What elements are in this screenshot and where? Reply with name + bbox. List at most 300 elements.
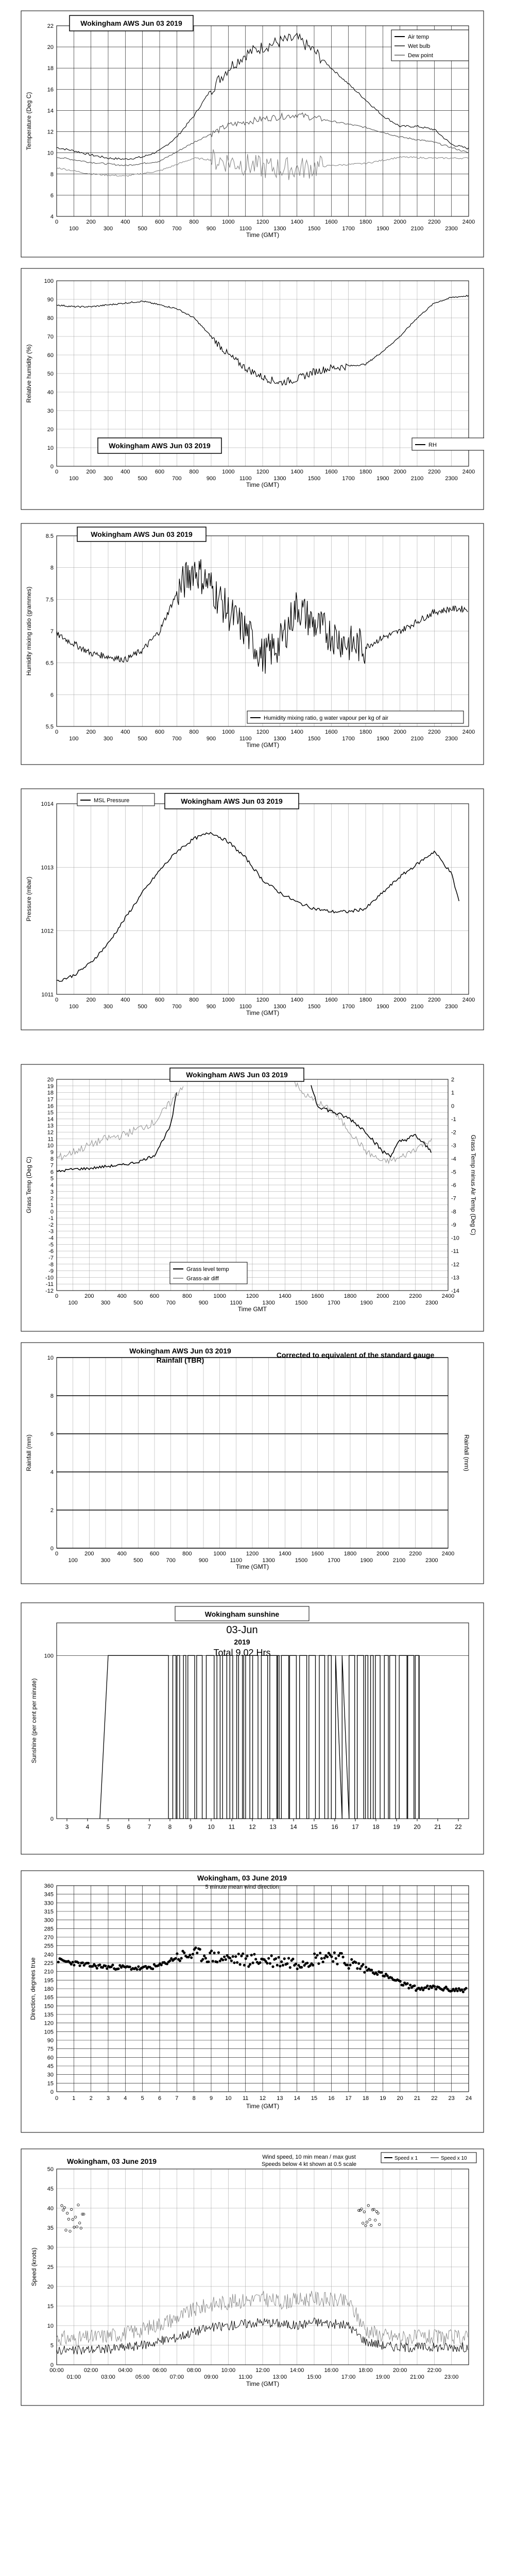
y-tick-label: 6 — [50, 1169, 54, 1176]
y-tick-label: 0 — [50, 464, 54, 470]
x-tick-label: 1000 — [222, 219, 235, 225]
y-tick-label: 6.5 — [45, 660, 54, 667]
x-tick-label: 2000 — [393, 469, 406, 475]
y-tick-label: -11 — [45, 1281, 54, 1288]
direction-point — [289, 1966, 291, 1969]
y-tick-label: 75 — [47, 2046, 54, 2053]
y-tick-label: 330 — [44, 1900, 54, 1907]
direction-point — [57, 1961, 60, 1963]
direction-point — [270, 1955, 273, 1957]
x-tick-label: 1800 — [344, 1551, 357, 1557]
x-tick-label: 600 — [154, 729, 165, 735]
direction-point — [349, 1964, 351, 1967]
y-tick-label: 60 — [47, 2055, 54, 2061]
grass-diff-line-b — [295, 1082, 432, 1163]
sunshine-trace — [100, 1655, 419, 1819]
x-tick-label: 18 — [372, 1823, 380, 1831]
y-tick-label: 4 — [50, 1182, 54, 1189]
direction-point — [370, 1969, 373, 1971]
y-tick-label: 255 — [44, 1943, 54, 1950]
y-tick-label: 90 — [47, 297, 54, 303]
chart-subtitle: Rainfall (TBR) — [156, 1356, 204, 1364]
y-tick-label: -7 — [48, 1255, 54, 1261]
x-tick-label: 1700 — [342, 226, 355, 232]
x-tick-label: 1800 — [359, 729, 372, 735]
direction-point — [246, 1955, 248, 1957]
y-tick-label: 18 — [47, 65, 54, 72]
direction-point — [254, 1958, 257, 1960]
x-tick-label: 20:00 — [392, 2367, 407, 2374]
x-tick-label: 9 — [209, 2095, 213, 2102]
x-tick-label: 1200 — [256, 219, 269, 225]
x-tick-label: 500 — [133, 1557, 143, 1564]
y-tick-label: 13 — [47, 1123, 54, 1129]
direction-point — [381, 1971, 383, 1974]
direction-point — [306, 1962, 308, 1964]
x-tick-label: 700 — [166, 1557, 176, 1564]
x-tick-label: 1100 — [230, 1557, 243, 1564]
y-tick-label: 105 — [44, 2029, 54, 2036]
x-axis-label: Time (GMT) — [235, 1563, 269, 1570]
x-tick-label: 15:00 — [307, 2374, 321, 2380]
y-tick-label: -8 — [48, 1261, 54, 1268]
y-tick-label: 15 — [47, 2303, 54, 2310]
direction-point — [312, 1964, 314, 1967]
x-tick-label: 1000 — [222, 469, 235, 475]
direction-point — [407, 1987, 410, 1989]
direction-point — [402, 1984, 404, 1987]
direction-point — [376, 1973, 379, 1976]
x-tick-label: 1800 — [344, 1293, 357, 1299]
y-tick-label: 5 — [50, 2343, 54, 2349]
x-tick-label: 500 — [133, 1300, 143, 1306]
direction-point — [81, 1961, 84, 1964]
y-tick-label: 0 — [50, 2089, 54, 2095]
y-tick-label: 15 — [47, 2080, 54, 2087]
direction-point — [175, 1957, 177, 1960]
y-tick-label: -5 — [48, 1242, 54, 1248]
x-tick-label: 23:00 — [444, 2374, 459, 2380]
x-tick-label: 11:00 — [238, 2374, 253, 2380]
direction-point — [259, 1961, 261, 1964]
grass-temp-chart — [21, 1064, 484, 1332]
x-tick-label: 3 — [65, 1823, 69, 1831]
x-tick-label: 100 — [69, 736, 79, 742]
y-tick-label: 80 — [47, 315, 54, 321]
x-tick-label: 1200 — [256, 729, 269, 735]
x-tick-label: 100 — [68, 1557, 78, 1564]
y-tick-label: 3 — [50, 1189, 54, 1195]
x-tick-label: 18:00 — [358, 2367, 373, 2374]
x-tick-label: 2300 — [445, 226, 458, 232]
y-tick-label: 1011 — [41, 992, 54, 998]
grass-diff-line-a — [57, 1087, 183, 1160]
x-tick-label: 1100 — [230, 1300, 243, 1306]
y-tick-label: 180 — [44, 1986, 54, 1992]
direction-point — [326, 1956, 329, 1958]
direction-point — [357, 1962, 360, 1965]
y-tick-label: 20 — [47, 427, 54, 433]
x-tick-label: 1600 — [325, 729, 338, 735]
x-tick-label: 2400 — [462, 469, 475, 475]
direction-point — [94, 1964, 97, 1967]
direction-point — [271, 1965, 274, 1968]
wind-speed-chart-panel — [21, 2148, 484, 2406]
direction-point — [317, 1962, 320, 1965]
x-tick-label: 2100 — [410, 476, 424, 482]
x-tick-label: 1000 — [213, 1551, 226, 1557]
x-tick-label: 1500 — [307, 1004, 321, 1010]
x-tick-label: 1500 — [295, 1557, 308, 1564]
x-tick-label: 2200 — [409, 1293, 422, 1299]
x-tick-label: 0 — [55, 469, 59, 475]
x-tick-label: 07:00 — [169, 2374, 184, 2380]
direction-point — [233, 1961, 235, 1964]
direction-point — [279, 1965, 281, 1968]
x-tick-label: 1900 — [360, 1300, 373, 1306]
low-speed-point — [61, 2205, 63, 2207]
x-tick-label: 900 — [198, 1300, 209, 1306]
low-speed-point — [370, 2224, 372, 2226]
x-axis-label: Time (GMT) — [246, 2103, 280, 2110]
x-tick-label: 300 — [100, 1300, 111, 1306]
direction-point — [240, 1955, 243, 1957]
x-tick-label: 14:00 — [289, 2367, 304, 2374]
direction-point — [435, 1988, 437, 1990]
direction-point — [229, 1957, 231, 1959]
x-tick-label: 19 — [380, 2095, 386, 2102]
x-axis-label: Time (GMT) — [246, 231, 280, 239]
x-tick-label: 600 — [154, 997, 165, 1003]
y-tick-label: 22 — [47, 23, 54, 29]
chart-year: 2019 — [234, 1638, 250, 1646]
legend-label: Air temp — [408, 34, 429, 40]
direction-point — [243, 1964, 246, 1967]
x-tick-label: 1300 — [273, 476, 286, 482]
x-tick-label: 300 — [103, 476, 113, 482]
y2-tick-label: -5 — [451, 1169, 456, 1176]
y-tick-label: 1012 — [41, 928, 54, 935]
x-tick-label: 2200 — [428, 469, 441, 475]
x-axis-label: Time (GMT) — [246, 1009, 280, 1016]
y2-tick-label: -9 — [451, 1222, 456, 1228]
x-tick-label: 1900 — [376, 736, 389, 742]
x-tick-label: 300 — [100, 1557, 111, 1564]
direction-point — [355, 1961, 357, 1964]
direction-point — [427, 1988, 430, 1990]
low-speed-point — [80, 2227, 82, 2229]
x-tick-label: 21 — [434, 1823, 441, 1831]
direction-point — [362, 1963, 364, 1965]
x-tick-label: 2100 — [392, 1557, 406, 1564]
x-tick-label: 7 — [175, 2095, 179, 2102]
x-axis-label: Time (GMT) — [246, 481, 280, 488]
x-tick-label: 700 — [166, 1300, 176, 1306]
direction-point — [117, 1968, 119, 1970]
low-speed-point — [63, 2207, 65, 2209]
x-tick-label: 300 — [103, 736, 113, 742]
chart-title: Wokingham AWS Jun 03 2019 — [91, 530, 193, 538]
x-tick-label: 2300 — [425, 1557, 438, 1564]
y2-tick-label: -11 — [451, 1248, 459, 1255]
y-tick-label: 5 — [50, 1176, 54, 1182]
direction-point — [111, 1963, 114, 1966]
legend-label: Grass-air diff — [186, 1276, 219, 1282]
legend-label: MSL Pressure — [94, 798, 130, 804]
sunshine-chart — [21, 1602, 484, 1855]
direction-point — [336, 1963, 338, 1965]
y-tick-label: 15 — [47, 1110, 54, 1116]
direction-point — [319, 1952, 321, 1954]
x-tick-label: 0 — [55, 997, 59, 1003]
x-tick-label: 6 — [158, 2095, 162, 2102]
y-tick-label: 10 — [47, 1355, 54, 1361]
x-tick-label: 400 — [121, 469, 130, 475]
x-tick-label: 800 — [189, 469, 199, 475]
x-tick-label: 1600 — [325, 997, 338, 1003]
y2-tick-label: -2 — [451, 1129, 456, 1136]
y-tick-label: 50 — [47, 371, 54, 377]
x-tick-label: 17 — [345, 2095, 352, 2102]
x-tick-label: 1400 — [279, 1551, 291, 1557]
direction-point — [413, 1985, 416, 1987]
x-tick-label: 100 — [69, 476, 79, 482]
y-tick-label: 8 — [50, 565, 54, 571]
x-tick-label: 2400 — [462, 219, 475, 225]
x-tick-label: 20 — [414, 1823, 421, 1831]
y-tick-label: 360 — [44, 1883, 54, 1889]
y-tick-label: 14 — [47, 108, 54, 114]
speed-line — [57, 2318, 468, 2354]
x-tick-label: 2000 — [393, 219, 406, 225]
x-tick-label: 1200 — [246, 1293, 259, 1299]
y-tick-label: 10 — [47, 150, 54, 157]
y2-tick-label: -3 — [451, 1143, 456, 1149]
y-axis-label: Direction, degrees true — [29, 1957, 37, 2020]
y-tick-label: 150 — [44, 2003, 54, 2010]
x-tick-label: 14 — [294, 2095, 300, 2102]
x-tick-label: 0 — [55, 2095, 59, 2102]
direction-point — [399, 1980, 402, 1982]
x-tick-label: 0 — [55, 219, 59, 225]
humidity-chart-panel — [21, 268, 484, 510]
direction-point — [315, 1956, 317, 1959]
x-tick-label: 1200 — [246, 1551, 259, 1557]
direction-point — [77, 1961, 80, 1964]
y-tick-label: 17 — [47, 1096, 54, 1103]
x-tick-label: 300 — [103, 226, 113, 232]
x-tick-label: 1000 — [222, 729, 235, 735]
low-speed-point — [377, 2212, 379, 2214]
x-tick-label: 1300 — [273, 736, 286, 742]
y-tick-label: 10 — [47, 2323, 54, 2329]
y-tick-label: 40 — [47, 389, 54, 396]
x-tick-label: 13:00 — [272, 2374, 287, 2380]
x-tick-label: 2 — [89, 2095, 93, 2102]
x-tick-label: 1400 — [290, 729, 303, 735]
y2-tick-label: 1 — [451, 1090, 455, 1096]
x-tick-label: 22 — [431, 2095, 438, 2102]
low-speed-point — [76, 2226, 78, 2228]
low-speed-point — [379, 2224, 381, 2226]
direction-point — [160, 1963, 163, 1966]
pressure-chart-panel — [21, 788, 484, 1030]
x-tick-label: 17:00 — [341, 2374, 356, 2380]
y-tick-label: -3 — [48, 1228, 54, 1235]
x-tick-label: 2200 — [428, 729, 441, 735]
direction-point — [253, 1953, 255, 1956]
y-tick-label: 0 — [50, 1209, 54, 1215]
x-tick-label: 02:00 — [83, 2367, 98, 2374]
x-tick-label: 7 — [147, 1823, 151, 1831]
direction-point — [183, 1952, 185, 1954]
x-tick-label: 4 — [85, 1823, 90, 1831]
x-tick-label: 2000 — [376, 1551, 389, 1557]
x-tick-label: 2300 — [445, 1004, 458, 1010]
x-tick-label: 100 — [68, 1300, 78, 1306]
y2-tick-label: 2 — [451, 1077, 455, 1083]
x-tick-label: 17 — [352, 1823, 359, 1831]
x-tick-label: 1200 — [256, 997, 269, 1003]
y-tick-label: 12 — [47, 129, 54, 135]
wind-direction-chart — [21, 1870, 484, 2133]
x-tick-label: 8 — [168, 1823, 172, 1831]
y-tick-label: 165 — [44, 1994, 54, 2001]
direction-point — [313, 1953, 316, 1955]
y-tick-label: 50 — [47, 2166, 54, 2173]
y-tick-label: 45 — [47, 2186, 54, 2192]
x-tick-label: 1900 — [376, 226, 389, 232]
x-tick-label: 800 — [189, 997, 199, 1003]
wind-direction-chart-panel — [21, 1870, 484, 2133]
direction-point — [190, 1956, 193, 1959]
low-speed-point — [66, 2212, 68, 2214]
direction-point — [282, 1964, 284, 1967]
x-tick-label: 200 — [86, 997, 96, 1003]
x-tick-label: 1100 — [239, 226, 252, 232]
legend-label: Humidity mixing ratio, g water vapour per kg of air — [264, 715, 389, 721]
x-tick-label: 3 — [106, 2095, 110, 2102]
x-tick-label: 1600 — [325, 219, 338, 225]
x-tick-label: 13 — [277, 2095, 283, 2102]
y-tick-label: 70 — [47, 334, 54, 340]
direction-point — [98, 1963, 101, 1966]
x-tick-label: 12:00 — [255, 2367, 270, 2374]
low-speed-point — [77, 2204, 79, 2206]
x-tick-label: 2000 — [376, 1293, 389, 1299]
low-speed-point — [371, 2209, 373, 2211]
x-tick-label: 1900 — [360, 1557, 373, 1564]
pressure-line — [57, 833, 459, 981]
x-tick-label: 1000 — [213, 1293, 226, 1299]
x-tick-label: 10 — [208, 1823, 215, 1831]
x-tick-label: 2300 — [445, 736, 458, 742]
direction-point — [212, 1960, 214, 1962]
x-tick-label: 2100 — [410, 226, 424, 232]
chart-title: Wokingham AWS Jun 03 2019 — [129, 1347, 231, 1355]
y-tick-label: 45 — [47, 2063, 54, 2070]
grid — [57, 804, 469, 994]
y2-tick-label: 0 — [451, 1103, 455, 1110]
x-tick-label: 18 — [362, 2095, 369, 2102]
x-tick-label: 1700 — [328, 1300, 340, 1306]
x-tick-label: 100 — [69, 1004, 79, 1010]
y-tick-label: 285 — [44, 1926, 54, 1933]
x-tick-label: 900 — [206, 1004, 216, 1010]
x-tick-label: 11 — [228, 1823, 235, 1831]
direction-point — [237, 1953, 240, 1955]
x-tick-label: 100 — [69, 226, 79, 232]
direction-point — [250, 1954, 253, 1956]
sunshine-chart-panel — [21, 1602, 484, 1855]
direction-point — [267, 1957, 270, 1960]
x-tick-label: 500 — [138, 476, 147, 482]
x-tick-label: 8 — [192, 2095, 196, 2102]
y-axis-label: Humidity mixing ratio (grammes) — [25, 586, 32, 676]
x-tick-label: 500 — [138, 226, 147, 232]
x-tick-label: 2300 — [445, 476, 458, 482]
x-tick-label: 800 — [189, 729, 199, 735]
x-tick-label: 2100 — [410, 736, 424, 742]
y-tick-label: 195 — [44, 1977, 54, 1984]
direction-point — [232, 1955, 234, 1958]
x-tick-label: 2400 — [441, 1551, 455, 1557]
x-tick-label: 300 — [103, 1004, 113, 1010]
y-tick-label: 12 — [47, 1129, 54, 1136]
rainfall-chart-panel — [21, 1342, 484, 1584]
x-tick-label: 24 — [465, 2095, 472, 2102]
x-tick-label: 200 — [86, 729, 96, 735]
x-tick-label: 12 — [259, 2095, 266, 2102]
direction-point — [216, 1961, 218, 1963]
y-tick-label: 270 — [44, 1935, 54, 1941]
y-tick-label: 19 — [47, 1083, 54, 1090]
y-tick-label: 240 — [44, 1952, 54, 1958]
direction-point — [179, 1959, 181, 1962]
direction-point — [242, 1953, 244, 1955]
x-tick-label: 16 — [328, 2095, 335, 2102]
y-tick-label: 25 — [47, 2264, 54, 2270]
mixing-ratio-chart — [21, 523, 484, 765]
y-tick-label: 30 — [47, 2245, 54, 2251]
y-tick-label: -12 — [45, 1288, 54, 1294]
chart-total: Total 9.02 Hrs — [213, 1648, 271, 1658]
x-tick-label: 700 — [172, 476, 182, 482]
low-speed-point — [374, 2219, 376, 2221]
panel-border — [21, 523, 484, 765]
y-tick-label: -4 — [48, 1235, 54, 1242]
x-tick-label: 700 — [172, 736, 182, 742]
direction-point — [300, 1966, 303, 1969]
y2-tick-label: -10 — [451, 1235, 459, 1242]
direction-point — [433, 1985, 436, 1988]
y-tick-label: -10 — [45, 1275, 54, 1281]
x-tick-label: 1500 — [307, 736, 321, 742]
x-tick-label: 1500 — [307, 476, 321, 482]
low-speed-point — [363, 2211, 365, 2213]
legend-label: RH — [428, 442, 437, 448]
x-tick-label: 1000 — [222, 997, 235, 1003]
x-tick-label: 16 — [331, 1823, 338, 1831]
chart-title: Wokingham AWS Jun 03 2019 — [186, 1071, 288, 1079]
x-tick-label: 1500 — [307, 226, 321, 232]
direction-point — [346, 1963, 349, 1966]
legend-label: Dew point — [408, 53, 433, 59]
x-tick-label: 1200 — [256, 469, 269, 475]
chart-title: Wokingham sunshine — [204, 1610, 280, 1618]
y-tick-label: 8 — [50, 1156, 54, 1162]
x-tick-label: 1800 — [359, 997, 372, 1003]
